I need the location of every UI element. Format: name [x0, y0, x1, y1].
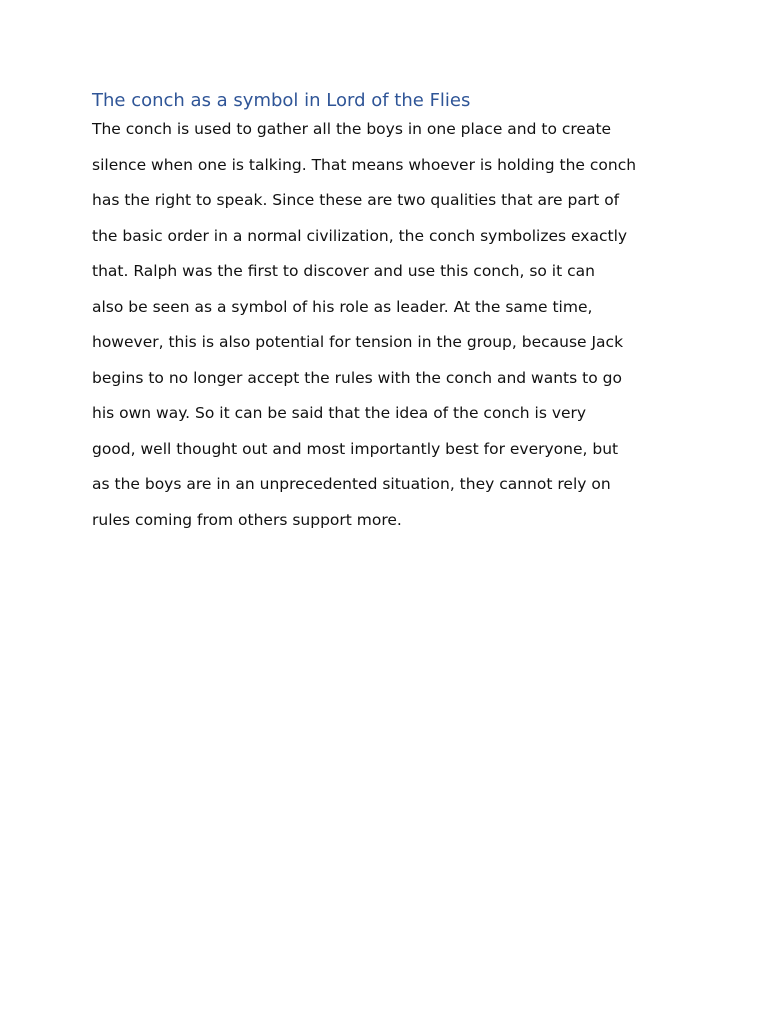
text-line: The conch is used to gather all the boys in one place and to create — [92, 120, 612, 138]
text-line: however, this is also potential for tension in the group, because Jack — [92, 333, 624, 351]
text-line: the basic order in a normal civilization, the conch symbolizes exactly — [92, 226, 628, 245]
body-paragraph — [92, 117, 692, 543]
text-line: that. Ralph was the first to discover and use this conch, so it can — [92, 262, 595, 280]
text-line: silence when one is talking. That means whoever is holding the conch — [92, 155, 637, 174]
text-line: has the right to speak. Since these are two qualities that are part of — [92, 191, 620, 209]
text-line: rules coming from others support more. — [92, 510, 402, 529]
text-line: as the boys are in an unprecedented situation, they cannot rely on — [92, 475, 611, 493]
text-line: good, well thought out and most importantly best for everyone, but — [92, 439, 619, 458]
text-line: begins to no longer accept the rules with the conch and wants to go — [92, 368, 622, 387]
text-line: also be seen as a symbol of his role as leader. At the same time, — [92, 297, 593, 316]
text-line: his own way. So it can be said that the idea of the conch is very — [92, 404, 587, 422]
document-title: The conch as a symbol in Lord of the Flies — [92, 90, 471, 111]
